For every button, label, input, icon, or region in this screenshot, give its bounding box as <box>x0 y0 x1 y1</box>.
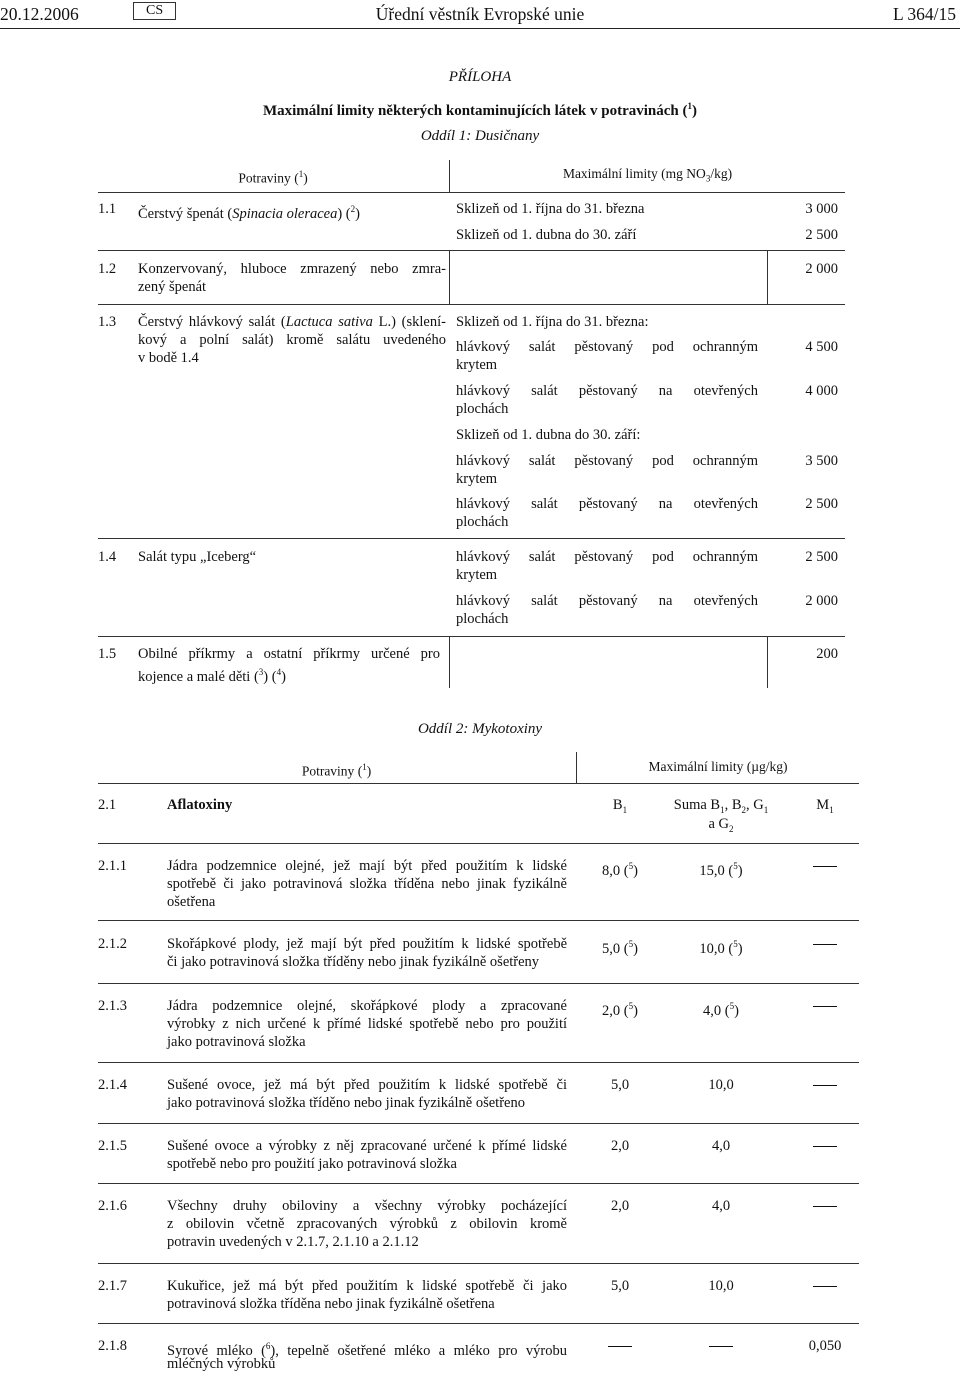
row-number: 1.3 <box>98 314 117 330</box>
column-header-m1: $M_1$ <box>816 797 834 815</box>
cultivation-method: hlávkový salát pěstovaný pod ochranným <box>456 549 758 565</box>
food-name: Konzervovaný, hluboce zmrazený nebo zmra- <box>138 261 446 277</box>
limit-m1 <box>790 997 860 1015</box>
limit-m1 <box>790 857 860 875</box>
dash-mark <box>608 1346 632 1347</box>
row-number: 1.1 <box>98 201 117 217</box>
row-number: 2.1.1 <box>98 858 127 874</box>
limit-value: 2 500 <box>805 227 838 243</box>
food-name: Čerstvý špenát (Spinacia oleracea) ($^2$) <box>138 204 360 222</box>
food-description: Skořápkové plody, jež mají být před použitím k lidské spotřebě <box>167 936 567 952</box>
contaminant-name: Aflatoxiny <box>167 797 233 813</box>
limit-value: 2 000 <box>805 593 838 609</box>
limit-b1: 8,0 ($^5$) <box>602 861 638 879</box>
food-name: zený špenát <box>138 279 207 295</box>
food-description: jako potravinová složka tříděno nebo jinak fyzikálně ošetřeno <box>167 1095 525 1111</box>
food-description: Kukuřice, jež má být před použitím k lidské spotřebě či jako <box>167 1278 567 1294</box>
food-description: výrobky z nich určené k přímé lidské spotřebě nebo pro použití <box>167 1016 567 1032</box>
limit-sum: 4,0 <box>711 1138 731 1154</box>
harvest-condition: Sklizeň od 1. dubna do 30. září <box>456 227 637 243</box>
harvest-condition: Sklizeň od 1. října do 31. března <box>456 201 645 217</box>
food-name: Obilné příkrmy a ostatní příkrmy určené pro <box>138 646 440 662</box>
dash-mark <box>813 1006 837 1007</box>
column-header-limit: Maximální limity (mg $NO_3/kg$) <box>562 166 733 184</box>
limit-b1: 5,0 ($^5$) <box>602 939 638 957</box>
cultivation-method: krytem <box>456 567 498 583</box>
food-name: kojence a malé děti ($^3$) ($^4$) <box>138 667 286 685</box>
dash-mark <box>709 1346 733 1347</box>
food-description: ošetřena <box>167 894 216 910</box>
food-description: Jádra podzemnice olejné, jež mají být před použitím k lidské <box>167 858 567 874</box>
dash-mark <box>813 944 837 945</box>
row-number: 1.5 <box>98 646 117 662</box>
dash-mark <box>813 1085 837 1086</box>
row-number: 1.2 <box>98 261 117 277</box>
food-description: z obilovin včetně zpracovaných výrobků z obilovin kromě <box>167 1216 567 1232</box>
limit-b1: 2,0 ($^5$) <box>602 1001 638 1019</box>
food-description: Sušené ovoce a výrobky z něj zpracované určené k přímé lidské <box>167 1138 567 1154</box>
food-description: mléčných výrobků <box>167 1356 276 1372</box>
limit-sum <box>663 1337 779 1355</box>
column-header-food: Potraviny ($^1$) <box>301 762 372 779</box>
food-name: kový a polní salát) kromě salátu uvedeného <box>138 332 446 348</box>
column-header-food: Potraviny ($^1$) <box>238 169 308 186</box>
food-description: Všechny druhy obiloviny a všechny výrobky pocházející <box>167 1198 567 1214</box>
section2-title: Oddíl 2: Mykotoxiny <box>417 721 543 737</box>
food-description: jako potravinová složka <box>167 1034 306 1050</box>
food-description: potravinová složka tříděna nebo jinak fyzikálně ošetřena <box>167 1296 495 1312</box>
language-code-box: CS <box>133 2 176 20</box>
limit-value: 2 500 <box>805 496 838 512</box>
harvest-condition: Sklizeň od 1. října do 31. března: <box>456 314 649 330</box>
limit-sum: 10,0 <box>708 1077 734 1093</box>
annex-label: PŘÍLOHA <box>448 69 512 85</box>
row-number: 2.1.8 <box>98 1338 127 1354</box>
cultivation-method: plochách <box>456 401 509 417</box>
header-rule <box>0 28 960 29</box>
journal-title: Úřední věstník Evropské unie <box>375 4 585 24</box>
limit-m1 <box>790 1076 860 1094</box>
limit-value: 2 000 <box>805 261 838 277</box>
row-number: 2.1.4 <box>98 1077 127 1093</box>
limit-value: 3 500 <box>805 453 838 469</box>
cultivation-method: hlávkový salát pěstovaný pod ochranným <box>456 339 758 355</box>
row-number: 2.1.3 <box>98 998 127 1014</box>
limit-value: 3 000 <box>805 201 838 217</box>
limit-b1: 5,0 <box>610 1278 630 1294</box>
cultivation-method: hlávkový salát pěstovaný na otevřených <box>456 593 758 609</box>
limit-m1: 0,050 <box>808 1338 842 1354</box>
limit-value: 4 000 <box>805 383 838 399</box>
cultivation-method: krytem <box>456 357 498 373</box>
limit-value: 200 <box>816 646 838 662</box>
dash-mark <box>813 1146 837 1147</box>
limit-m1 <box>790 1137 860 1155</box>
row-number: 2.1 <box>98 797 117 813</box>
limit-b1 <box>577 1337 663 1355</box>
food-name: v bodě 1.4 <box>138 350 199 366</box>
cultivation-method: plochách <box>456 611 509 627</box>
limit-m1 <box>790 1277 860 1295</box>
limit-sum: 10,0 ($^5$) <box>699 939 743 957</box>
column-header-limit: Maximální limity (µg/kg) <box>648 759 788 774</box>
food-description: či jako potravinová složka tříděny nebo jinak fyzikálně ošetřeny <box>167 954 540 970</box>
cultivation-method: plochách <box>456 514 509 530</box>
food-name: Salát typu „Iceberg“ <box>138 549 257 565</box>
food-description: Syrové mléko ($^6$), tepelně ošetřené mléko a mléko pro výrobu <box>167 1341 567 1359</box>
row-number: 2.1.2 <box>98 936 127 952</box>
limit-b1: 2,0 <box>610 1138 630 1154</box>
limit-value: 4 500 <box>805 339 838 355</box>
cultivation-method: krytem <box>456 471 498 487</box>
cultivation-method: hlávkový salát pěstovaný pod ochranným <box>456 453 758 469</box>
row-number: 2.1.7 <box>98 1278 127 1294</box>
limit-value: 2 500 <box>805 549 838 565</box>
limit-b1: 2,0 <box>610 1198 630 1214</box>
limit-m1 <box>790 935 860 953</box>
column-header-sum: a $G_2$ <box>708 816 734 834</box>
cultivation-method: hlávkový salát pěstovaný na otevřených <box>456 383 758 399</box>
dash-mark <box>813 1206 837 1207</box>
limit-m1 <box>790 1197 860 1215</box>
harvest-condition: Sklizeň od 1. dubna do 30. září: <box>456 427 641 443</box>
food-description: Jádra podzemnice olejné, skořápkové plody a zpracované <box>167 998 567 1014</box>
limit-sum: 10,0 <box>708 1278 734 1294</box>
food-description: spotřebě nebo pro použití jako potravinová složka <box>167 1156 457 1172</box>
page-number: L 364/15 <box>892 4 956 24</box>
food-name: Čerstvý hlávkový salát (Lactuca sativa L.) (sklení- <box>138 314 446 330</box>
limit-sum: 4,0 ($^5$) <box>703 1001 739 1019</box>
food-description: spotřebě či jako potravinová složka tříděna nebo jinak fyzikálně <box>167 876 567 892</box>
food-description: potravin uvedených v 2.1.7, 2.1.10 a 2.1.12 <box>167 1234 419 1250</box>
row-number: 2.1.6 <box>98 1198 127 1214</box>
limit-b1: 5,0 <box>610 1077 630 1093</box>
section1-title: Oddíl 1: Dusičnany <box>420 128 540 144</box>
publication-date: 20.12.2006 <box>0 4 79 24</box>
dash-mark <box>813 866 837 867</box>
column-header-b1: $B_1$ <box>612 797 628 815</box>
column-header-sum: Suma $B_1$, $B_2$, $G_1$ <box>673 797 769 815</box>
dash-mark <box>813 1286 837 1287</box>
limit-sum: 15,0 ($^5$) <box>699 861 743 879</box>
row-number: 2.1.5 <box>98 1138 127 1154</box>
row-number: 1.4 <box>98 549 117 565</box>
annex-title: Maximální limity některých kontaminujících látek v potravinách ($^1$) <box>262 101 698 119</box>
cultivation-method: hlávkový salát pěstovaný na otevřených <box>456 496 758 512</box>
food-description: Sušené ovoce, jež má být před použitím k lidské spotřebě či <box>167 1077 567 1093</box>
limit-sum: 4,0 <box>711 1198 731 1214</box>
